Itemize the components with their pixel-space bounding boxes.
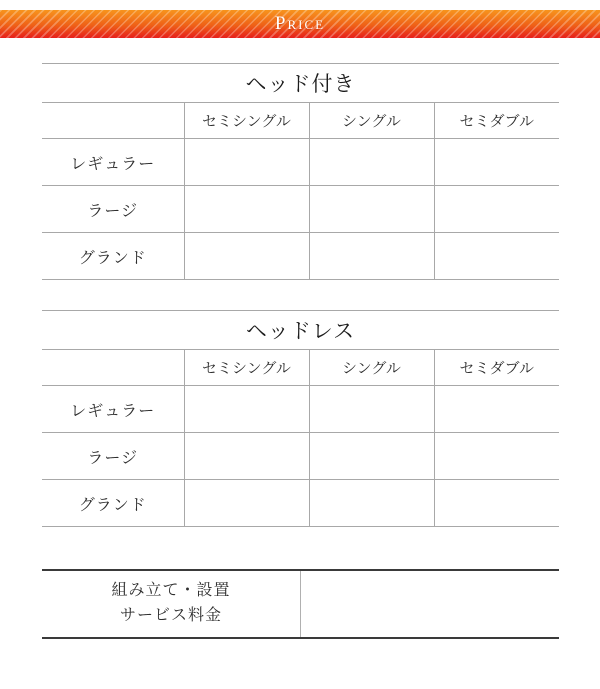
price-cell	[434, 233, 559, 280]
price-cell	[184, 186, 309, 233]
table-title-row	[42, 64, 559, 103]
table-title: ヘッドレス	[42, 311, 559, 350]
column-header-single: シングル	[309, 103, 434, 139]
price-cell	[309, 233, 434, 280]
price-cell	[184, 233, 309, 280]
column-header-semisingle: セミシングル	[184, 350, 309, 386]
service-fee-value-cell	[301, 571, 559, 637]
service-fee-section	[42, 569, 559, 639]
row-label-grand: グランド	[42, 480, 184, 527]
table-header-row	[42, 350, 559, 386]
ribbon-title: Price	[274, 13, 326, 34]
price-cell	[434, 139, 559, 186]
row-label-grand: グランド	[42, 233, 184, 280]
table-row	[42, 433, 559, 480]
service-fee-label-line1: 組み立て・設置	[111, 582, 231, 600]
spacer	[0, 527, 600, 569]
price-cell	[184, 433, 309, 480]
price-cell	[434, 480, 559, 527]
price-cell	[309, 433, 434, 480]
price-cell	[434, 433, 559, 480]
price-cell	[309, 480, 434, 527]
column-header-semidouble: セミダブル	[434, 103, 559, 139]
price-cell	[309, 139, 434, 186]
table-row	[42, 186, 559, 233]
row-label-large: ラージ	[42, 186, 184, 233]
price-cell	[434, 186, 559, 233]
spacer	[0, 38, 600, 63]
table-headless	[42, 310, 559, 527]
price-cell	[309, 186, 434, 233]
table-with-head	[42, 63, 559, 280]
table-row	[42, 386, 559, 433]
row-label-large: ラージ	[42, 433, 184, 480]
corner-cell	[42, 350, 184, 386]
column-header-semidouble: セミダブル	[434, 350, 559, 386]
price-cell	[184, 386, 309, 433]
price-ribbon	[0, 10, 600, 38]
table-title-row	[42, 311, 559, 350]
table-header-row	[42, 103, 559, 139]
price-cell	[184, 139, 309, 186]
price-cell	[184, 480, 309, 527]
price-cell	[434, 386, 559, 433]
service-fee-label	[42, 571, 301, 637]
row-label-regular: レギュラー	[42, 139, 184, 186]
row-label-regular: レギュラー	[42, 386, 184, 433]
service-fee-label-line2: サービス料金	[119, 607, 222, 624]
table-row	[42, 139, 559, 186]
table-row	[42, 233, 559, 280]
table-row	[42, 480, 559, 527]
column-header-semisingle: セミシングル	[184, 103, 309, 139]
column-header-single: シングル	[309, 350, 434, 386]
corner-cell	[42, 103, 184, 139]
price-cell	[309, 386, 434, 433]
table-title: ヘッド付き	[42, 64, 559, 103]
spacer	[0, 280, 600, 310]
